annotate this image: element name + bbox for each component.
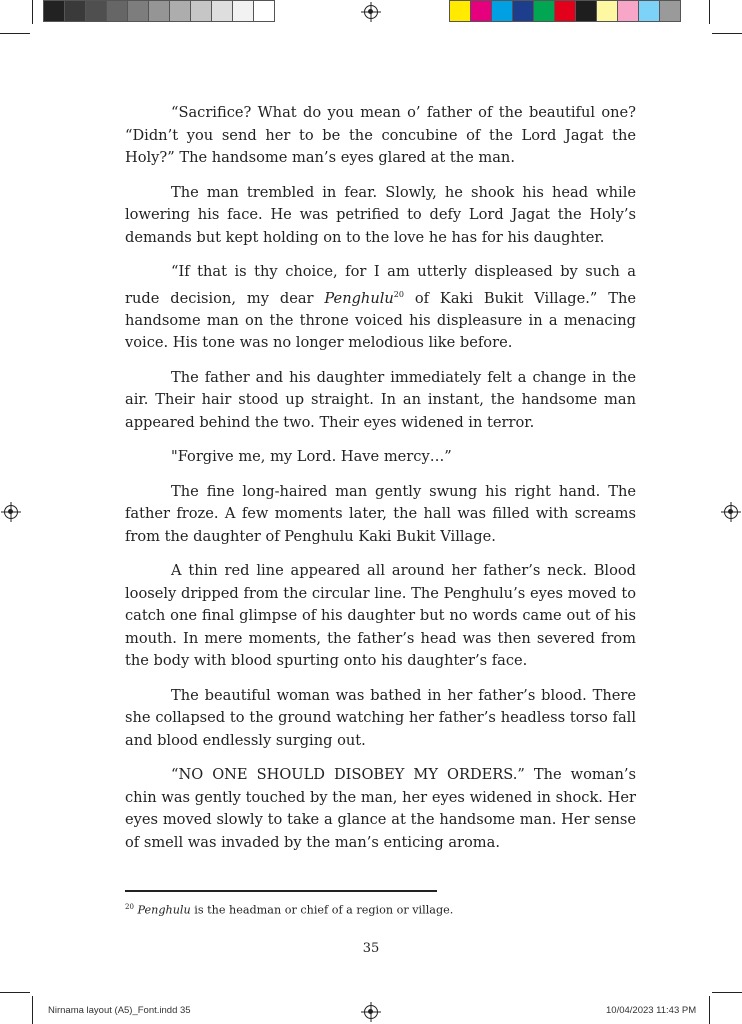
crop-mark bbox=[32, 996, 33, 1024]
registration-mark-icon bbox=[4, 505, 18, 519]
slug-filename: Nirnama layout (A5)_Font.indd 35 bbox=[48, 1005, 191, 1016]
paragraph: A thin red line appeared all around her father’s neck. Blood loosely dripped from the circular line. The Penghulu’s eyes moved to catch one final glimpse of his daughter but no words came out of his mouth. In mere moments, the father’s head was then severed from the body with blood spurting onto his daughter’s face. bbox=[125, 562, 636, 670]
crop-mark bbox=[32, 0, 33, 24]
body-text bbox=[125, 102, 636, 866]
paragraph: The man trembled in fear. Slowly, he shook his head while lowering his face. He was petrified to defy Lord Jagat the Holy’s demands but kept holding on to the love he has for his daughter. bbox=[125, 183, 636, 246]
registration-mark-icon bbox=[364, 1005, 378, 1019]
footnote bbox=[125, 903, 453, 917]
gray-swatch bbox=[64, 0, 86, 22]
color-swatch bbox=[575, 0, 597, 22]
footnote-number: 20 bbox=[125, 903, 134, 911]
color-swatch bbox=[596, 0, 618, 22]
crop-mark bbox=[0, 33, 30, 34]
color-swatch bbox=[470, 0, 492, 22]
crop-mark bbox=[712, 992, 742, 993]
crop-mark bbox=[0, 992, 30, 993]
page-number: 35 bbox=[362, 941, 380, 956]
gray-swatch bbox=[148, 0, 170, 22]
gray-swatch bbox=[106, 0, 128, 22]
paragraph: The beautiful woman was bathed in her father’s blood. There she collapsed to the ground watching her father’s headless torso fall and blood endlessly surging out. bbox=[125, 686, 636, 749]
color-swatch bbox=[449, 0, 471, 22]
crop-mark bbox=[709, 0, 710, 24]
color-swatch bbox=[659, 0, 681, 22]
gray-swatch bbox=[232, 0, 254, 22]
paragraph: The father and his daughter immediately felt a change in the air. Their hair stood up straight. In an instant, the handsome man appeared behind the two. Their eyes widened in terror. bbox=[125, 368, 636, 431]
gray-swatch bbox=[127, 0, 149, 22]
footnote-term: Penghulu bbox=[137, 903, 191, 917]
gray-swatch bbox=[85, 0, 107, 22]
registration-mark-icon bbox=[724, 505, 738, 519]
color-swatch bbox=[533, 0, 555, 22]
paragraph-lead: “If that is thy choice, for I am utterly displeased by such a rude decision, my dear bbox=[125, 263, 636, 307]
paragraph: “Sacrifice? What do you mean o’ father of the beautiful one? “Didn’t you send her to be the concubine of the Lord Jagat the Holy?” The handsome man’s eyes glared at the man. bbox=[125, 104, 636, 166]
gray-swatch bbox=[253, 0, 275, 22]
color-swatch bbox=[617, 0, 639, 22]
gray-swatch bbox=[43, 0, 65, 22]
crop-mark bbox=[712, 33, 742, 34]
process-color-bar bbox=[450, 0, 681, 23]
paragraph bbox=[125, 261, 636, 355]
gray-swatch bbox=[211, 0, 233, 22]
color-swatch bbox=[554, 0, 576, 22]
paragraph: “NO ONE SHOULD DISOBEY MY ORDERS.” The woman’s chin was gently touched by the man, her eyes widened in shock. Her eyes moved slowly to take a glance at the handsome man. Her sense of smell was invaded by the man’s enticing aroma. bbox=[125, 766, 636, 851]
paragraph: "Forgive me, my Lord. Have mercy…” bbox=[171, 448, 452, 466]
paragraph-rest: of Kaki Bukit Village.” The handsome man on the throne voiced his displeasure in a menacing voice. His tone was no longer melodious like before. bbox=[125, 289, 636, 352]
color-swatch bbox=[638, 0, 660, 22]
slug-timestamp: 10/04/2023 11:43 PM bbox=[606, 1005, 697, 1016]
footnote-text: is the headman or chief of a region or village. bbox=[190, 903, 454, 917]
crop-mark bbox=[709, 996, 710, 1024]
grayscale-color-bar bbox=[44, 0, 275, 23]
paragraph: The fine long-haired man gently swung his right hand. The father froze. A few moments later, the hall was filled with screams from the daughter of Penghulu Kaki Bukit Village. bbox=[125, 482, 636, 545]
italic-term: Penghulu bbox=[324, 289, 394, 307]
gray-swatch bbox=[169, 0, 191, 22]
gray-swatch bbox=[190, 0, 212, 22]
footnote-reference: 20 bbox=[393, 289, 404, 299]
registration-mark-icon bbox=[364, 5, 378, 19]
color-swatch bbox=[491, 0, 513, 22]
color-swatch bbox=[512, 0, 534, 22]
footnote-rule bbox=[125, 890, 437, 892]
